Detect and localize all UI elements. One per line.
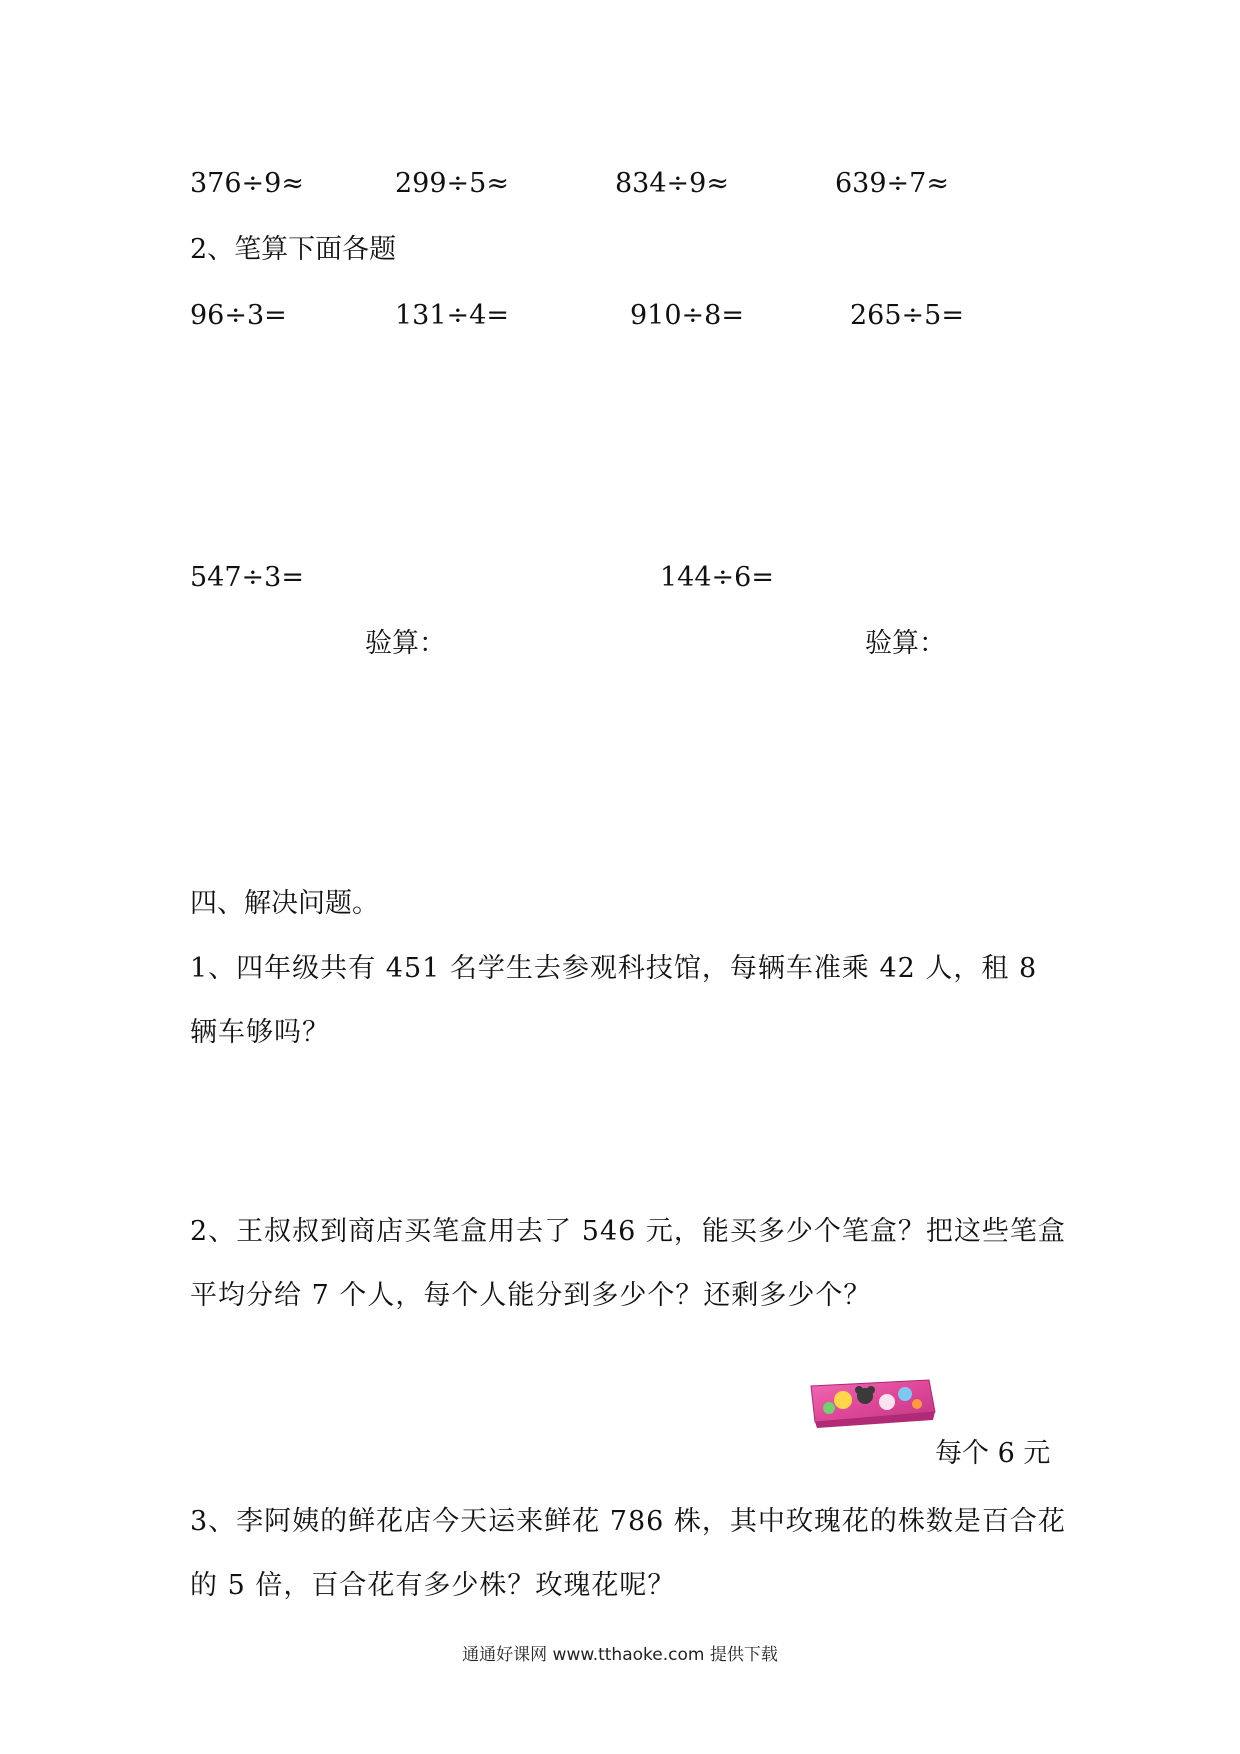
- calc-6: 144÷6=: [660, 562, 774, 593]
- section2-title: 2、笔算下面各题: [190, 234, 397, 265]
- section4-title: 四、解决问题。: [190, 888, 379, 919]
- calc-3: 910÷8=: [630, 300, 744, 331]
- footer-text: 通通好课网 www.tthaoke.com 提供下载: [462, 1645, 778, 1665]
- calc-1: 96÷3=: [190, 300, 287, 331]
- problem-1: 1、四年级共有 451 名学生去参观科技馆，每辆车准乘 42 人，租 8 辆车够吗？: [190, 953, 1038, 1048]
- estimate-2: 299÷5≈: [395, 168, 509, 199]
- estimate-1: 376÷9≈: [190, 168, 304, 199]
- problem-3: 3、李阿姨的鲜花店今天运来鲜花 786 株，其中玫瑰花的株数是百合花的 5 倍，百合花有多少株？玫瑰花呢？: [190, 1506, 1066, 1601]
- calc-4: 265÷5=: [850, 300, 964, 331]
- estimate-4: 639÷7≈: [835, 168, 949, 199]
- check-label-right: 验算：: [865, 628, 946, 659]
- pencil-box-image: [805, 1372, 937, 1430]
- price-label: 每个 6 元: [935, 1438, 1051, 1469]
- calc-5: 547÷3=: [190, 562, 304, 593]
- check-label-left: 验算：: [365, 628, 446, 659]
- problem-2: 2、王叔叔到商店买笔盒用去了 546 元，能买多少个笔盒？把这些笔盒平均分给 7 个人，每个人能分到多少个？还剩多少个？: [190, 1216, 1066, 1311]
- estimate-3: 834÷9≈: [615, 168, 729, 199]
- calc-2: 131÷4=: [395, 300, 509, 331]
